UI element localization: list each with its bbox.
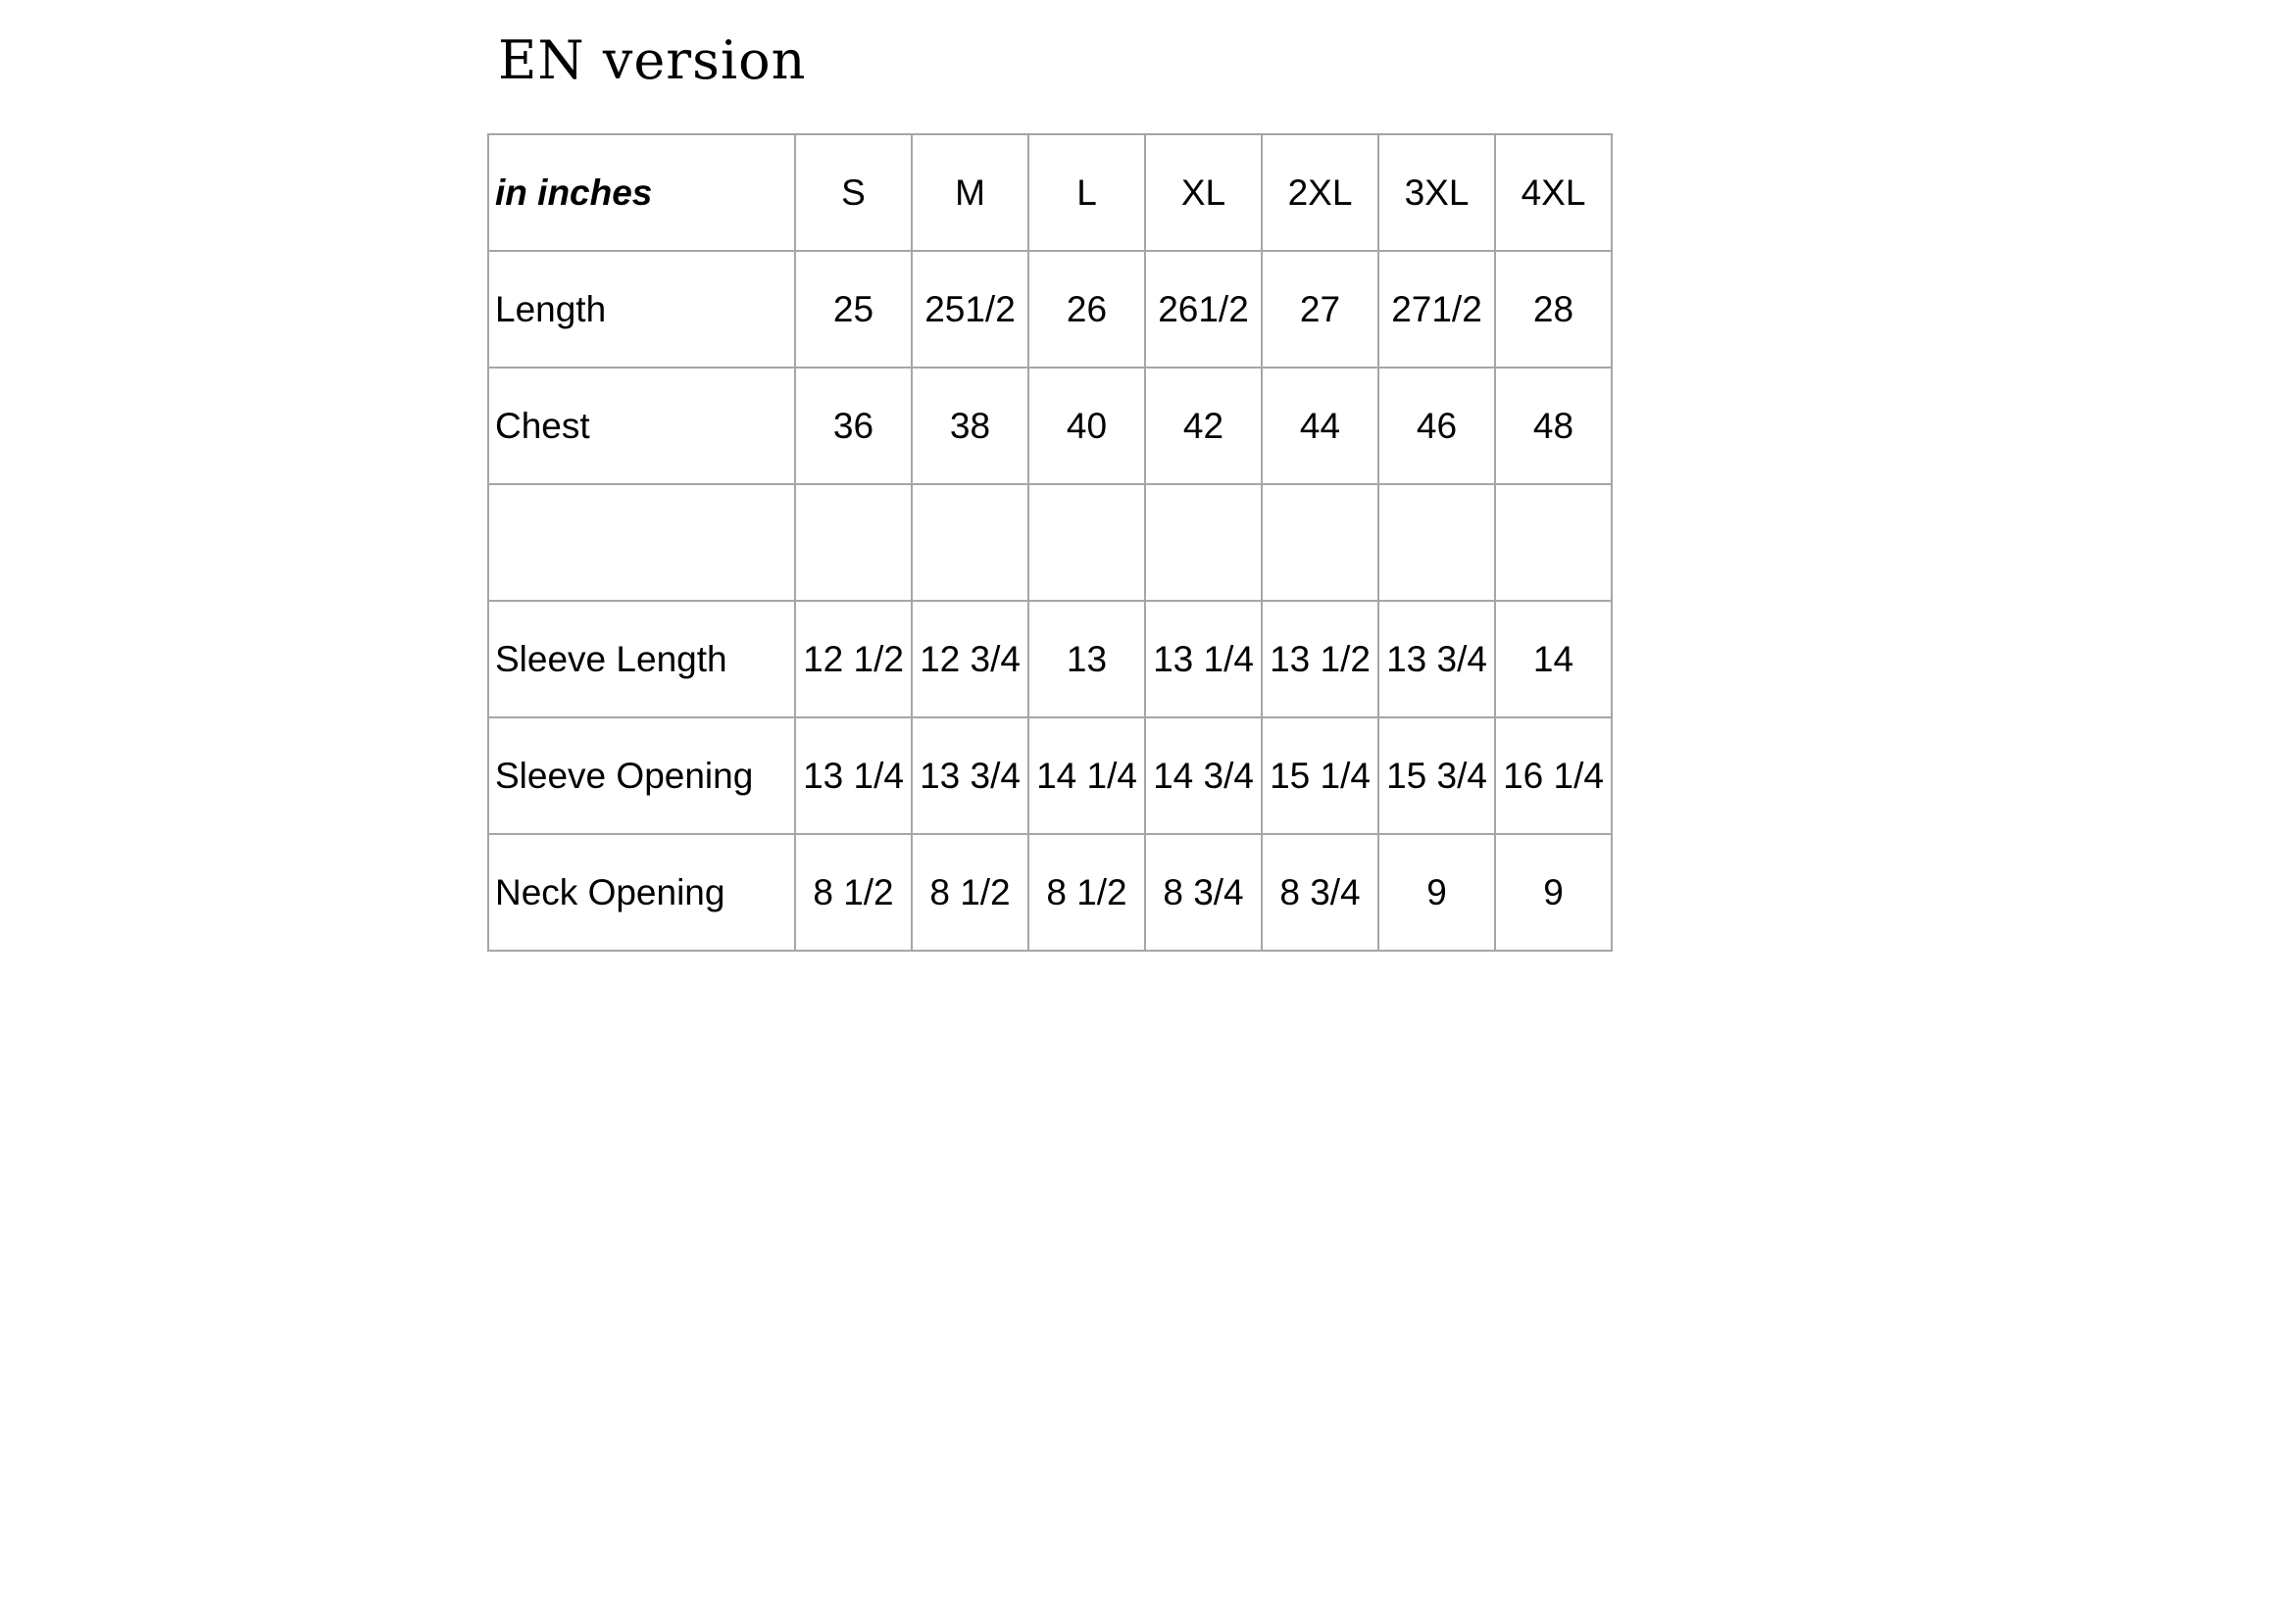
- size-header: 3XL: [1378, 134, 1495, 251]
- table-cell: 8 1/2: [795, 834, 912, 951]
- table-cell: 26: [1028, 251, 1145, 368]
- table-row: [488, 484, 1612, 601]
- table-cell: 261/2: [1145, 251, 1262, 368]
- table-cell: [1262, 484, 1378, 601]
- table-cell: 48: [1495, 368, 1612, 484]
- table-cell: [1495, 484, 1612, 601]
- table-cell: 44: [1262, 368, 1378, 484]
- table-cell: 8 1/2: [912, 834, 1028, 951]
- table-cell: 14 3/4: [1145, 717, 1262, 834]
- table-cell: 13 3/4: [912, 717, 1028, 834]
- table-cell: 15 3/4: [1378, 717, 1495, 834]
- table-cell: [795, 484, 912, 601]
- table-row: [488, 717, 1612, 834]
- row-label: Neck Opening: [488, 834, 795, 951]
- table-cell: 42: [1145, 368, 1262, 484]
- size-chart-table: [487, 133, 1613, 952]
- row-label: [488, 484, 795, 601]
- table-cell: [1028, 484, 1145, 601]
- table-cell: 13 3/4: [1378, 601, 1495, 717]
- table-cell: 8 3/4: [1262, 834, 1378, 951]
- table-cell: 13 1/2: [1262, 601, 1378, 717]
- table-cell: [912, 484, 1028, 601]
- table-cell: [1145, 484, 1262, 601]
- size-header: 4XL: [1495, 134, 1612, 251]
- page-title: EN version: [498, 29, 807, 91]
- table-cell: 38: [912, 368, 1028, 484]
- table-cell: 13 1/4: [1145, 601, 1262, 717]
- row-label: Sleeve Length: [488, 601, 795, 717]
- table-cell: 14 1/4: [1028, 717, 1145, 834]
- table-row: [488, 251, 1612, 368]
- table-cell: 251/2: [912, 251, 1028, 368]
- table-header-row: [488, 134, 1612, 251]
- size-header: M: [912, 134, 1028, 251]
- table-cell: 25: [795, 251, 912, 368]
- size-header: L: [1028, 134, 1145, 251]
- table-cell: 12 3/4: [912, 601, 1028, 717]
- table-cell: 12 1/2: [795, 601, 912, 717]
- table-row: [488, 368, 1612, 484]
- table-cell: 15 1/4: [1262, 717, 1378, 834]
- table-cell: 13 1/4: [795, 717, 912, 834]
- unit-label: in inches: [488, 134, 795, 251]
- table-cell: 9: [1378, 834, 1495, 951]
- size-header: S: [795, 134, 912, 251]
- row-label: Sleeve Opening: [488, 717, 795, 834]
- table-cell: 13: [1028, 601, 1145, 717]
- table-cell: 40: [1028, 368, 1145, 484]
- size-header: 2XL: [1262, 134, 1378, 251]
- table-cell: 271/2: [1378, 251, 1495, 368]
- table-row: [488, 834, 1612, 951]
- table-cell: 9: [1495, 834, 1612, 951]
- size-header: XL: [1145, 134, 1262, 251]
- table-cell: [1378, 484, 1495, 601]
- table-cell: 14: [1495, 601, 1612, 717]
- table-cell: 46: [1378, 368, 1495, 484]
- row-label: Chest: [488, 368, 795, 484]
- table-cell: 8 3/4: [1145, 834, 1262, 951]
- table-row: [488, 601, 1612, 717]
- table-cell: 27: [1262, 251, 1378, 368]
- table-cell: 16 1/4: [1495, 717, 1612, 834]
- table-cell: 36: [795, 368, 912, 484]
- table-cell: 28: [1495, 251, 1612, 368]
- table-cell: 8 1/2: [1028, 834, 1145, 951]
- row-label: Length: [488, 251, 795, 368]
